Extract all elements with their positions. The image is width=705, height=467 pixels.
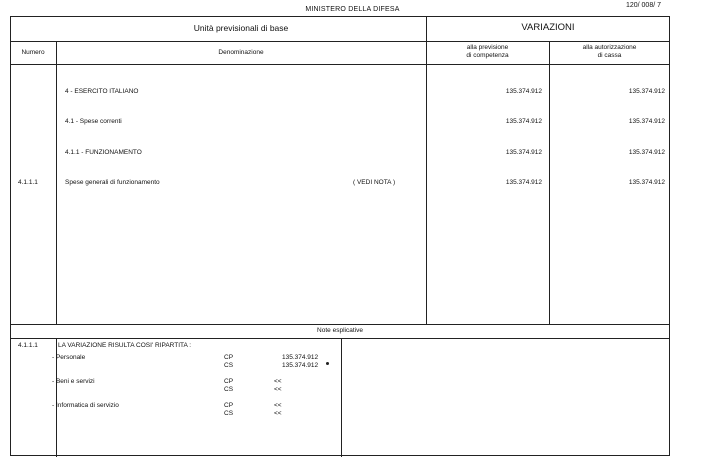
row-competenza: 135.374.912: [505, 149, 542, 156]
note-item-cs: CS: [224, 362, 234, 369]
col-header-cassa: alla autorizzazione di cassa: [582, 44, 637, 59]
row-denominazione: Spese generali di funzionamento: [65, 179, 160, 186]
budget-table-frame: [10, 16, 670, 456]
col-header-denominazione: Denominazione: [218, 49, 264, 56]
note-item-cs-value: <<: [274, 386, 282, 393]
header-divider: [11, 41, 669, 42]
note-item-cp-value: 135.374.912: [282, 354, 319, 361]
row-cassa: 135.374.912: [628, 118, 665, 125]
row-denominazione: 4 - ESERCITO ITALIANO: [65, 88, 139, 95]
row-denominazione: 4.1.1 - FUNZIONAMENTO: [65, 149, 142, 156]
ministry-title: MINISTERO DELLA DIFESA: [305, 6, 400, 13]
note-item-cp: CP: [224, 378, 234, 385]
note-item-label: - Personale: [52, 354, 86, 361]
col-divider-variazioni: [426, 17, 427, 324]
notes-numero: 4.1.1.1: [18, 342, 38, 349]
scan-mark: [326, 362, 329, 365]
note-item-cs: CS: [224, 410, 234, 417]
notes-title-divider: [11, 338, 669, 339]
notes-divider-right: [341, 339, 342, 457]
note-item-label: - Beni e servizi: [52, 378, 95, 385]
row-competenza: 135.374.912: [505, 118, 542, 125]
note-item-cp-value: <<: [274, 402, 282, 409]
col-header-numero: Numero: [21, 49, 45, 56]
note-item-cp: CP: [224, 402, 234, 409]
row-cassa: 135.374.912: [628, 88, 665, 95]
col-header-competenza: alla previsione di competenza: [466, 44, 509, 59]
note-item-cs: CS: [224, 386, 234, 393]
row-numero: 4.1.1.1: [18, 179, 38, 186]
section-upb-heading: Unità previsionali di base: [193, 23, 289, 33]
row-cassa: 135.374.912: [628, 179, 665, 186]
note-item-cs-value: <<: [274, 410, 282, 417]
note-item-cs-value: 135.374.912: [282, 362, 319, 369]
note-item-label: - Informatica di servizio: [52, 402, 119, 409]
row-competenza: 135.374.912: [505, 179, 542, 186]
section-variazioni-heading: VARIAZIONI: [521, 22, 575, 33]
row-denominazione: 4.1 - Spese correnti: [65, 118, 122, 125]
note-item-cp-value: <<: [274, 378, 282, 385]
notes-top-divider: [11, 324, 669, 325]
row-nota-reference: ( VEDI NOTA ): [353, 179, 396, 186]
row-cassa: 135.374.912: [628, 149, 665, 156]
column-header-divider: [11, 64, 669, 65]
row-competenza: 135.374.912: [505, 88, 542, 95]
notes-heading: LA VARIAZIONE RISULTA COSI' RIPARTITA :: [58, 342, 192, 349]
notes-title: Note esplicative: [317, 327, 363, 334]
col-divider-numero: [56, 42, 57, 324]
note-item-cp: CP: [224, 354, 234, 361]
page-code: 120/ 008/ 7: [625, 2, 661, 9]
